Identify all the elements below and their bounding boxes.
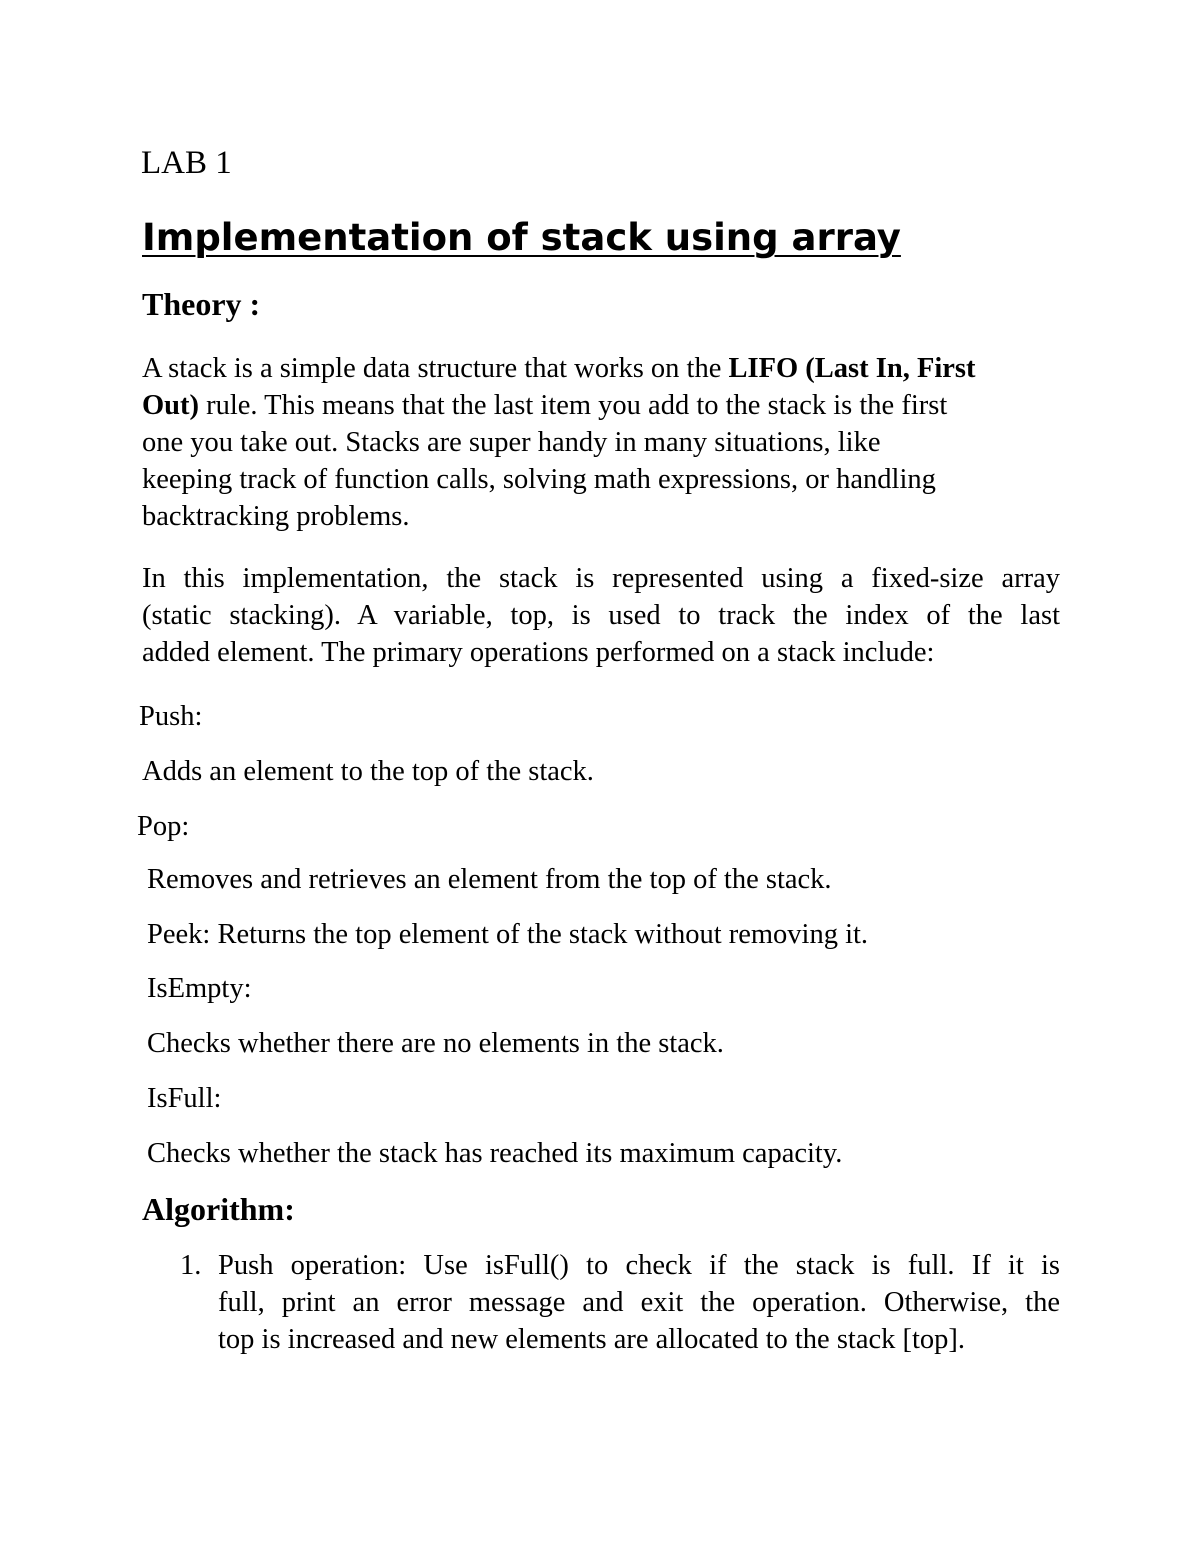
pop-description: Removes and retrieves an element from the top of the stack. (147, 864, 832, 895)
algorithm-heading: Algorithm: (142, 1191, 295, 1227)
paragraph-line (142, 350, 1060, 387)
lifo-term: LIFO (Last In, First (728, 353, 976, 384)
list-item-line: top is increased and new elements are allocated to the stack [top]. (218, 1324, 966, 1355)
paragraph-line (142, 387, 1060, 424)
lab-label: LAB 1 (141, 145, 232, 181)
paragraph-line: one you take out. Stacks are super handy in many situations, like (142, 427, 881, 458)
paragraph-line: backtracking problems. (142, 501, 410, 532)
algorithm-list (180, 1247, 1060, 1358)
isempty-label: IsEmpty: (147, 973, 252, 1004)
document-title: Implementation of stack using array (142, 216, 901, 259)
push-description: Adds an element to the top of the stack. (142, 756, 594, 787)
paragraph-line: added element. The primary operations performed on a stack include: (142, 637, 935, 668)
isfull-label: IsFull: (147, 1083, 222, 1114)
list-item-number: 1. (180, 1250, 202, 1281)
theory-heading: Theory : (142, 286, 261, 322)
theory-paragraph-1 (142, 350, 1060, 535)
paragraph-text: A stack is a simple data structure that works on the (142, 353, 729, 384)
paragraph-line: keeping track of function calls, solving math expressions, or handling (142, 464, 936, 495)
paragraph-line: (static stacking). A variable, top, is used to track the index of the last (142, 600, 1060, 631)
isempty-description: Checks whether there are no elements in the stack. (147, 1028, 724, 1059)
paragraph-line: In this implementation, the stack is represented using a fixed-size array (142, 563, 1060, 594)
lifo-term-end: Out) (142, 390, 199, 421)
list-item-text (218, 1247, 1060, 1358)
isfull-description: Checks whether the stack has reached its maximum capacity. (147, 1138, 843, 1169)
list-item-line: Push operation: Use isFull() to check if the stack is full. If it is (218, 1250, 1060, 1281)
peek-description: Peek: Returns the top element of the stack without removing it. (147, 919, 869, 950)
pop-label: Pop: (137, 811, 190, 842)
list-item-line: full, print an error message and exit the operation. Otherwise, the (218, 1287, 1060, 1318)
paragraph-text: rule. This means that the last item you add to the stack is the first (199, 390, 948, 421)
theory-paragraph-2 (142, 560, 1060, 671)
push-label: Push: (139, 701, 203, 732)
list-item (180, 1247, 1060, 1358)
